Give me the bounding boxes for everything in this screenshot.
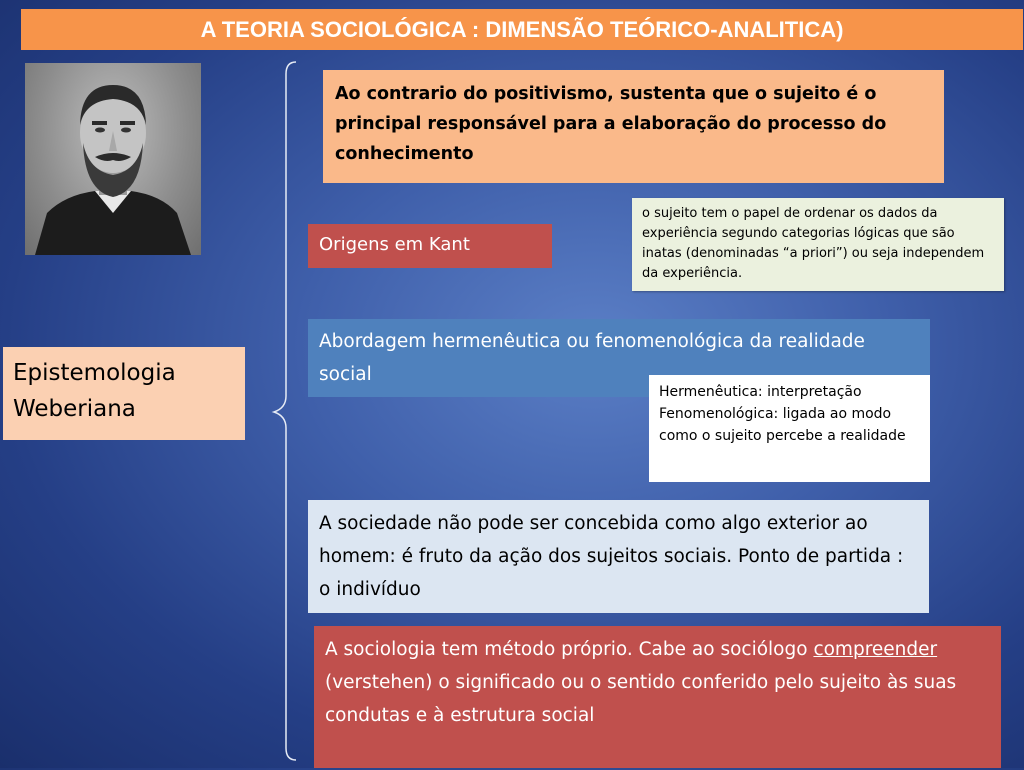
sociology-method-box (314, 626, 1001, 768)
curly-bracket (270, 60, 300, 770)
hermeneutic-note-box (649, 375, 930, 482)
method-text-underlined: compreender (813, 639, 938, 660)
phenomenological-definition: Fenomenológica: ligada ao modo como o sujeito percebe a realidade (659, 406, 906, 444)
kant-origins-box: Origens em Kant (308, 224, 552, 268)
portrait-figure (25, 63, 201, 255)
kant-note-box: o sujeito tem o papel de ordenar os dados da experiência segundo categorias lógicas que são inatas (denominadas “a priori”) ou seja independem da experiência. (632, 198, 1004, 291)
portrait-photo (25, 63, 201, 255)
slide-title: A TEORIA SOCIOLÓGICA : DIMENSÃO TEÓRICO-ANALITICA) (21, 9, 1023, 50)
hermeneutic-definition: Hermenêutica: interpretação (659, 384, 862, 400)
method-text-end: (verstehen) o significado ou o sentido conferido pelo sujeito às suas condutas e à estrutura social (325, 672, 957, 726)
hermeneutic-approach-box: Abordagem hermenêutica ou fenomenológica da realidade social (308, 319, 930, 397)
method-text-start: A sociologia tem método próprio. Cabe ao sociólogo (325, 639, 814, 660)
epistemology-label-box: Epistemologia Weberiana (3, 347, 245, 440)
positivism-box: Ao contrario do positivismo, sustenta que o sujeito é o principal responsável para a elaboração do processo do conhecimento (323, 70, 944, 183)
society-box: A sociedade não pode ser concebida como algo exterior ao homem: é fruto da ação dos sujeitos sociais. Ponto de partida : o indivíduo (308, 500, 929, 613)
